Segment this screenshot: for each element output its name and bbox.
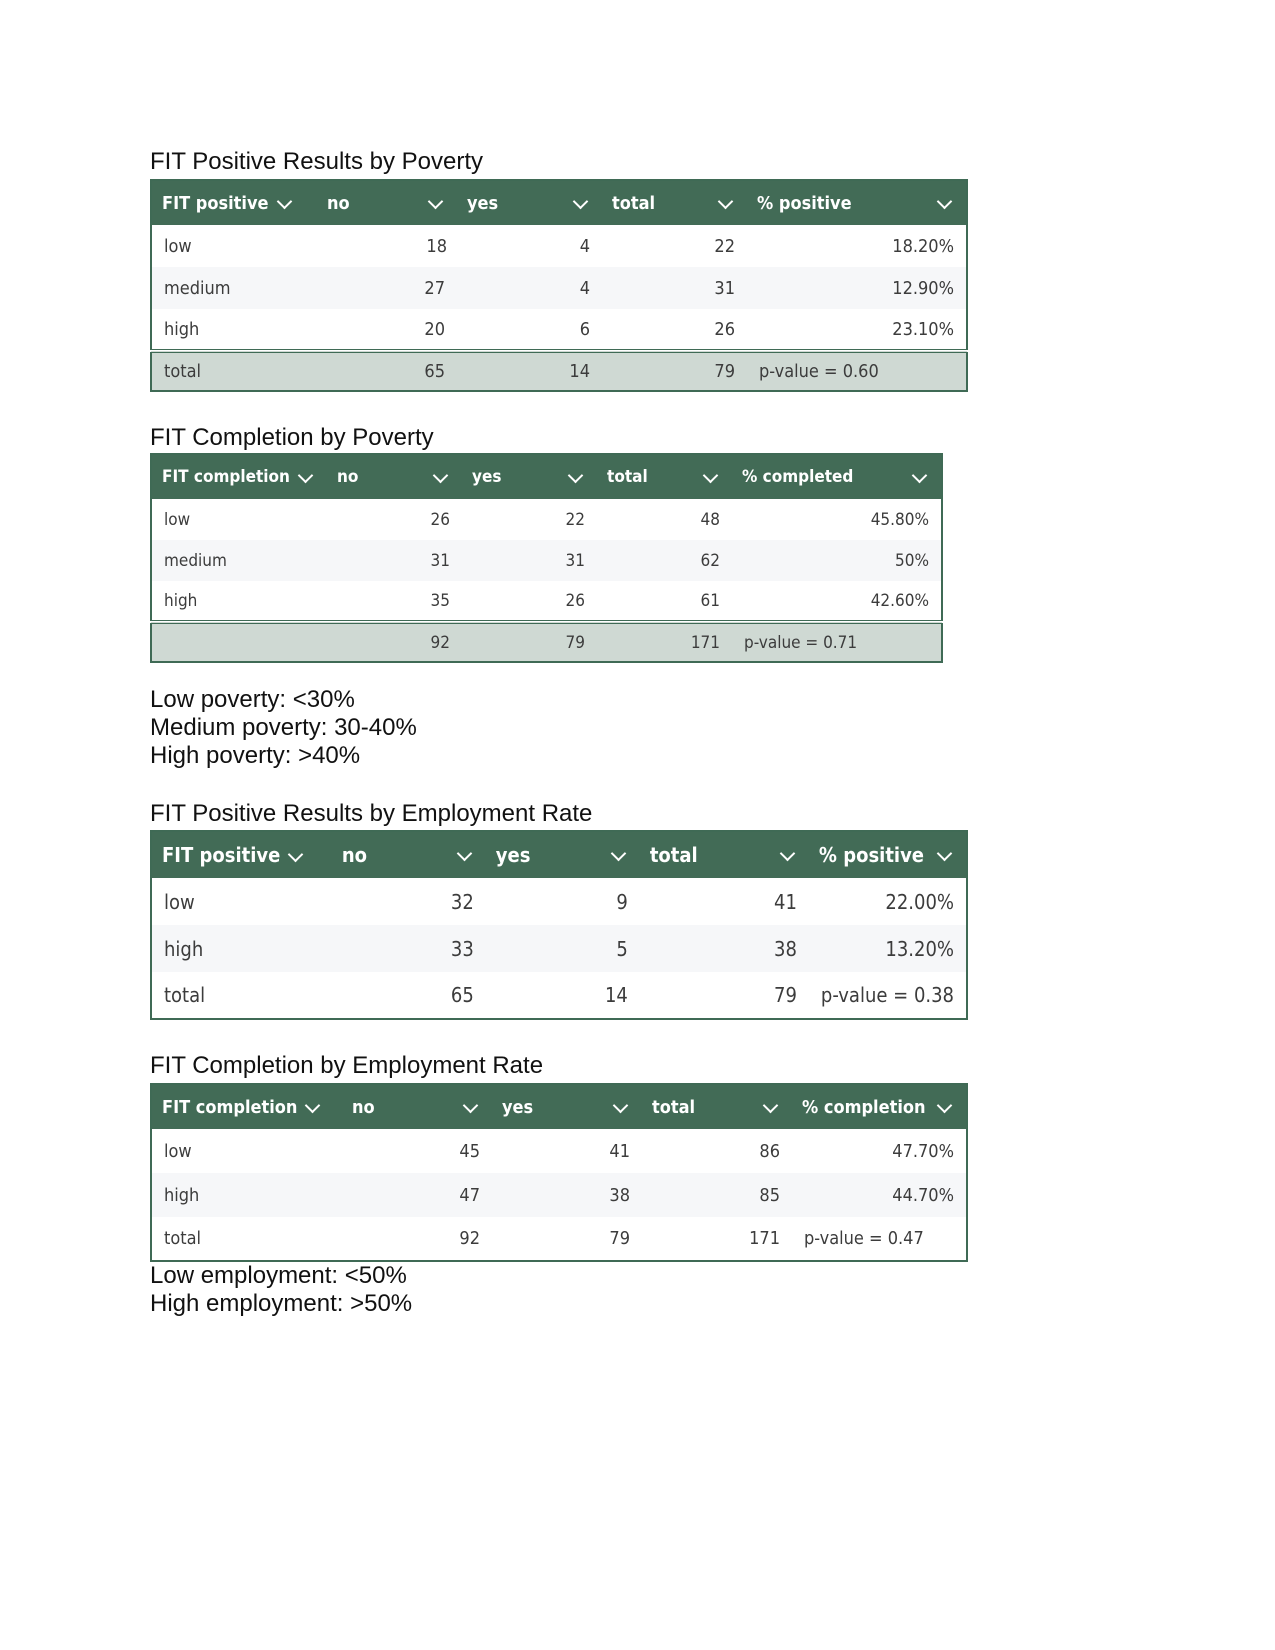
poverty-legend-medium: Medium poverty: 30-40% xyxy=(150,714,417,741)
table-completion-by-poverty xyxy=(150,453,943,663)
table-title: FIT Completion by Poverty xyxy=(150,424,434,451)
poverty-legend-low: Low poverty: <30% xyxy=(150,686,355,713)
row-label: low xyxy=(164,509,191,530)
row-label: total xyxy=(151,351,317,391)
row-label: low xyxy=(164,235,192,257)
employment-legend-high: High employment: >50% xyxy=(150,1290,413,1317)
cell: 41 xyxy=(774,889,797,914)
table-row xyxy=(151,925,967,972)
table-row xyxy=(151,225,967,267)
cell: 42.60% xyxy=(870,590,929,611)
cell: 20 xyxy=(424,318,445,340)
cell: 14 xyxy=(457,351,602,391)
column-header[interactable]: yes xyxy=(462,454,597,499)
cell: 31 xyxy=(462,540,597,581)
table-row xyxy=(151,267,967,309)
cell: 171 xyxy=(749,1228,780,1249)
table-completion-by-employment xyxy=(150,1083,968,1262)
table-row xyxy=(151,581,942,622)
row-label: high xyxy=(164,590,198,611)
chevron-down-icon[interactable] xyxy=(456,845,472,861)
cell: 22.00% xyxy=(885,889,954,914)
cell: 50% xyxy=(732,540,942,581)
cell: 65 xyxy=(450,983,474,1007)
table-footer-row xyxy=(151,622,942,662)
cell: 32 xyxy=(450,889,474,914)
column-header[interactable]: no xyxy=(332,831,486,878)
table-title: FIT Positive Results by Employment Rate xyxy=(150,800,593,827)
table-header-row xyxy=(151,180,967,225)
cell: 26 xyxy=(565,590,585,611)
column-header[interactable]: total xyxy=(597,454,732,499)
table-header-row xyxy=(151,454,942,499)
chevron-down-icon[interactable] xyxy=(428,193,444,209)
cell: 27 xyxy=(317,267,457,309)
column-header[interactable]: % positive xyxy=(809,831,967,878)
employment-legend-low: Low employment: <50% xyxy=(150,1262,407,1289)
column-header[interactable]: % completed xyxy=(732,454,942,499)
chevron-down-icon[interactable] xyxy=(463,1097,479,1113)
chevron-down-icon[interactable] xyxy=(305,1098,321,1114)
column-header[interactable]: FIT positive xyxy=(151,831,332,878)
chevron-down-icon[interactable] xyxy=(703,467,719,483)
table-row xyxy=(151,878,967,925)
cell: 44.70% xyxy=(792,1173,967,1217)
row-label: medium xyxy=(151,540,327,581)
table-row xyxy=(151,972,967,1019)
chevron-down-icon[interactable] xyxy=(937,1097,953,1113)
cell: 13.20% xyxy=(809,925,967,972)
cell: 6 xyxy=(579,318,590,340)
table-title: FIT Completion by Employment Rate xyxy=(150,1052,544,1079)
cell: 12.90% xyxy=(747,267,967,309)
cell: 62 xyxy=(597,540,732,581)
cell: 79 xyxy=(602,351,747,391)
chevron-down-icon[interactable] xyxy=(718,193,734,209)
column-header[interactable]: total xyxy=(602,180,747,225)
chevron-down-icon[interactable] xyxy=(780,845,796,861)
table-title: FIT Positive Results by Poverty xyxy=(150,148,483,175)
poverty-legend-high: High poverty: >40% xyxy=(150,742,361,769)
cell: 47 xyxy=(342,1173,492,1217)
table-row xyxy=(151,1129,967,1173)
cell: 41 xyxy=(609,1140,630,1162)
p-value: p-value = 0.71 xyxy=(732,622,942,662)
table-row xyxy=(151,309,967,351)
cell: 5 xyxy=(486,925,640,972)
cell: 38 xyxy=(640,925,809,972)
table-positive-by-employment xyxy=(150,830,968,1020)
table-row xyxy=(151,1217,967,1261)
row-label: high xyxy=(151,1173,342,1217)
column-header[interactable]: total xyxy=(642,1084,792,1129)
row-label: high xyxy=(151,925,332,972)
cell: 22 xyxy=(714,235,735,257)
cell: 14 xyxy=(604,983,628,1007)
column-header[interactable]: no xyxy=(327,454,462,499)
row-label xyxy=(151,622,327,662)
column-header[interactable]: % completion xyxy=(792,1084,967,1129)
column-header[interactable]: no xyxy=(342,1084,492,1129)
chevron-down-icon[interactable] xyxy=(763,1097,779,1113)
row-label: low xyxy=(164,889,195,914)
chevron-down-icon[interactable] xyxy=(568,467,584,483)
table-row xyxy=(151,540,942,581)
cell: 85 xyxy=(642,1173,792,1217)
column-header[interactable]: no xyxy=(317,180,457,225)
cell: 61 xyxy=(700,590,720,611)
cell: 92 xyxy=(327,622,462,662)
table-positive-by-poverty xyxy=(150,179,968,392)
table-row xyxy=(151,1173,967,1217)
cell: 31 xyxy=(602,267,747,309)
column-header[interactable]: FIT completion xyxy=(151,1084,342,1129)
cell: 171 xyxy=(597,622,732,662)
cell: 86 xyxy=(759,1140,780,1162)
chevron-down-icon[interactable] xyxy=(288,847,304,863)
chevron-down-icon[interactable] xyxy=(937,845,953,861)
chevron-down-icon[interactable] xyxy=(276,194,292,210)
cell: 4 xyxy=(579,235,590,257)
p-value: p-value = 0.60 xyxy=(747,351,967,391)
row-label: high xyxy=(164,318,200,340)
chevron-down-icon[interactable] xyxy=(573,193,589,209)
cell: 23.10% xyxy=(892,318,954,340)
cell: 9 xyxy=(616,889,628,914)
row-label: low xyxy=(164,1140,192,1162)
chevron-down-icon[interactable] xyxy=(298,467,314,483)
column-header[interactable]: yes xyxy=(457,180,602,225)
p-value: p-value = 0.38 xyxy=(820,983,954,1007)
p-value: p-value = 0.47 xyxy=(804,1228,924,1249)
column-header[interactable]: FIT positive xyxy=(151,180,317,225)
table-header-row xyxy=(151,831,967,878)
cell: 31 xyxy=(327,540,462,581)
cell: 47.70% xyxy=(892,1140,954,1162)
cell: 38 xyxy=(492,1173,642,1217)
column-header[interactable]: % positive xyxy=(747,180,967,225)
cell: 35 xyxy=(430,590,450,611)
chevron-down-icon[interactable] xyxy=(912,467,928,483)
table-row xyxy=(151,499,942,540)
cell: 79 xyxy=(462,622,597,662)
table-footer-row xyxy=(151,351,967,391)
row-label: total xyxy=(164,983,206,1007)
cell: 45 xyxy=(459,1140,480,1162)
row-label: medium xyxy=(151,267,317,309)
cell: 18 xyxy=(426,235,447,257)
cell: 18.20% xyxy=(892,235,954,257)
cell: 48 xyxy=(700,509,720,530)
cell: 45.80% xyxy=(870,509,929,530)
chevron-down-icon[interactable] xyxy=(611,845,627,861)
column-header[interactable]: FIT completion xyxy=(151,454,327,499)
cell: 26 xyxy=(430,509,450,530)
cell: 26 xyxy=(714,318,735,340)
cell: 22 xyxy=(565,509,585,530)
cell: 79 xyxy=(774,983,797,1007)
column-header[interactable]: total xyxy=(640,831,809,878)
cell: 79 xyxy=(609,1228,630,1249)
column-header[interactable]: yes xyxy=(486,831,640,878)
cell: 33 xyxy=(332,925,486,972)
chevron-down-icon[interactable] xyxy=(433,467,449,483)
row-label: total xyxy=(164,1228,202,1249)
chevron-down-icon[interactable] xyxy=(613,1097,629,1113)
cell: 65 xyxy=(317,351,457,391)
table-header-row xyxy=(151,1084,967,1129)
chevron-down-icon[interactable] xyxy=(937,193,953,209)
cell: 92 xyxy=(459,1228,480,1249)
cell: 4 xyxy=(457,267,602,309)
column-header[interactable]: yes xyxy=(492,1084,642,1129)
